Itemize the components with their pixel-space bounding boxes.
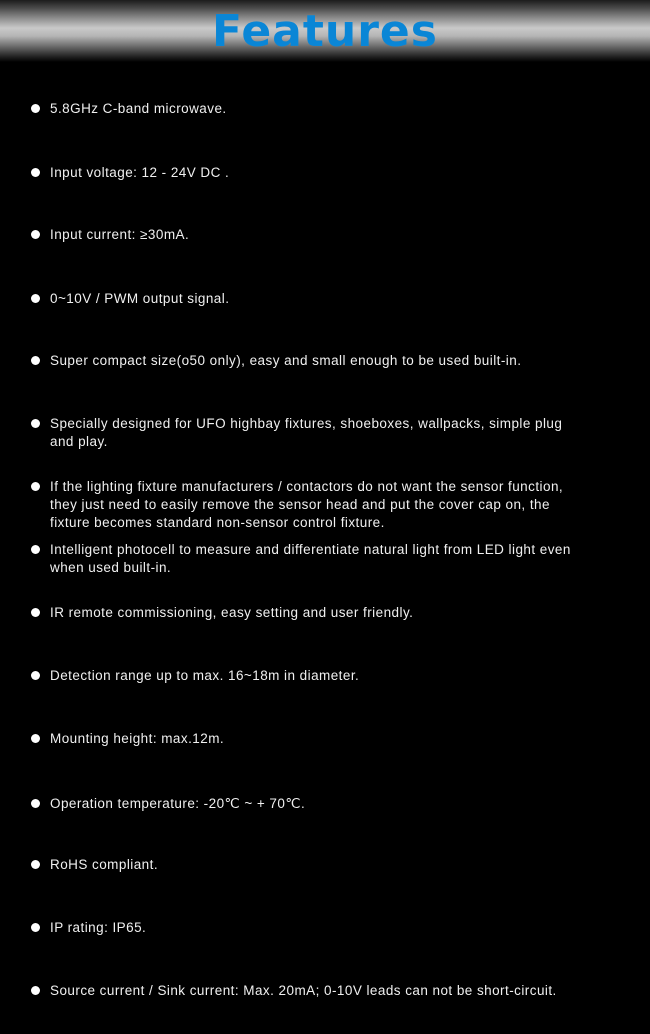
feature-text: Mounting height: max.12m. [50, 731, 225, 746]
feature-text: Intelligent photocell to measure and differentiate natural light from LED light even when used built-in. [50, 542, 571, 575]
feature-text: 0~10V / PWM output signal. [50, 291, 230, 306]
feature-text: Operation temperature: -20℃ ~ + 70℃. [50, 796, 306, 811]
feature-text: Source current / Sink current: Max. 20mA; 0-10V leads can not be short-circuit. [50, 983, 557, 998]
bullet-icon [31, 482, 40, 491]
feature-text: Input current: ≥30mA. [50, 227, 190, 242]
bullet-icon [31, 671, 40, 680]
bullet-icon [31, 104, 40, 113]
bullet-icon [31, 860, 40, 869]
bullet-icon [31, 294, 40, 303]
bullet-icon [31, 986, 40, 995]
bullet-icon [31, 799, 40, 808]
bullet-icon [31, 419, 40, 428]
feature-text: Super compact size(ο50 only), easy and small enough to be used built-in. [50, 353, 522, 368]
bullet-icon [31, 734, 40, 743]
bullet-icon [31, 608, 40, 617]
feature-text: IP rating: IP65. [50, 920, 147, 935]
bullet-icon [31, 230, 40, 239]
feature-text: If the lighting fixture manufacturers / contactors do not want the sensor function, they just need to easily remove the sensor head and put the cover cap on, the fixture becomes standard non-sensor control fixture. [50, 479, 564, 530]
feature-text: Detection range up to max. 16~18m in diameter. [50, 668, 360, 683]
feature-text: 5.8GHz C-band microwave. [50, 101, 227, 116]
feature-text: Input voltage: 12 - 24V DC . [50, 165, 230, 180]
page-title: Features [212, 6, 438, 57]
feature-text: Specially designed for UFO highbay fixtures, shoeboxes, wallpacks, simple plug and play. [50, 416, 563, 449]
feature-text: RoHS compliant. [50, 857, 159, 872]
feature-text: IR remote commissioning, easy setting and user friendly. [50, 605, 414, 620]
bullet-icon [31, 356, 40, 365]
bullet-icon [31, 923, 40, 932]
bullet-icon [31, 545, 40, 554]
bullet-icon [31, 168, 40, 177]
